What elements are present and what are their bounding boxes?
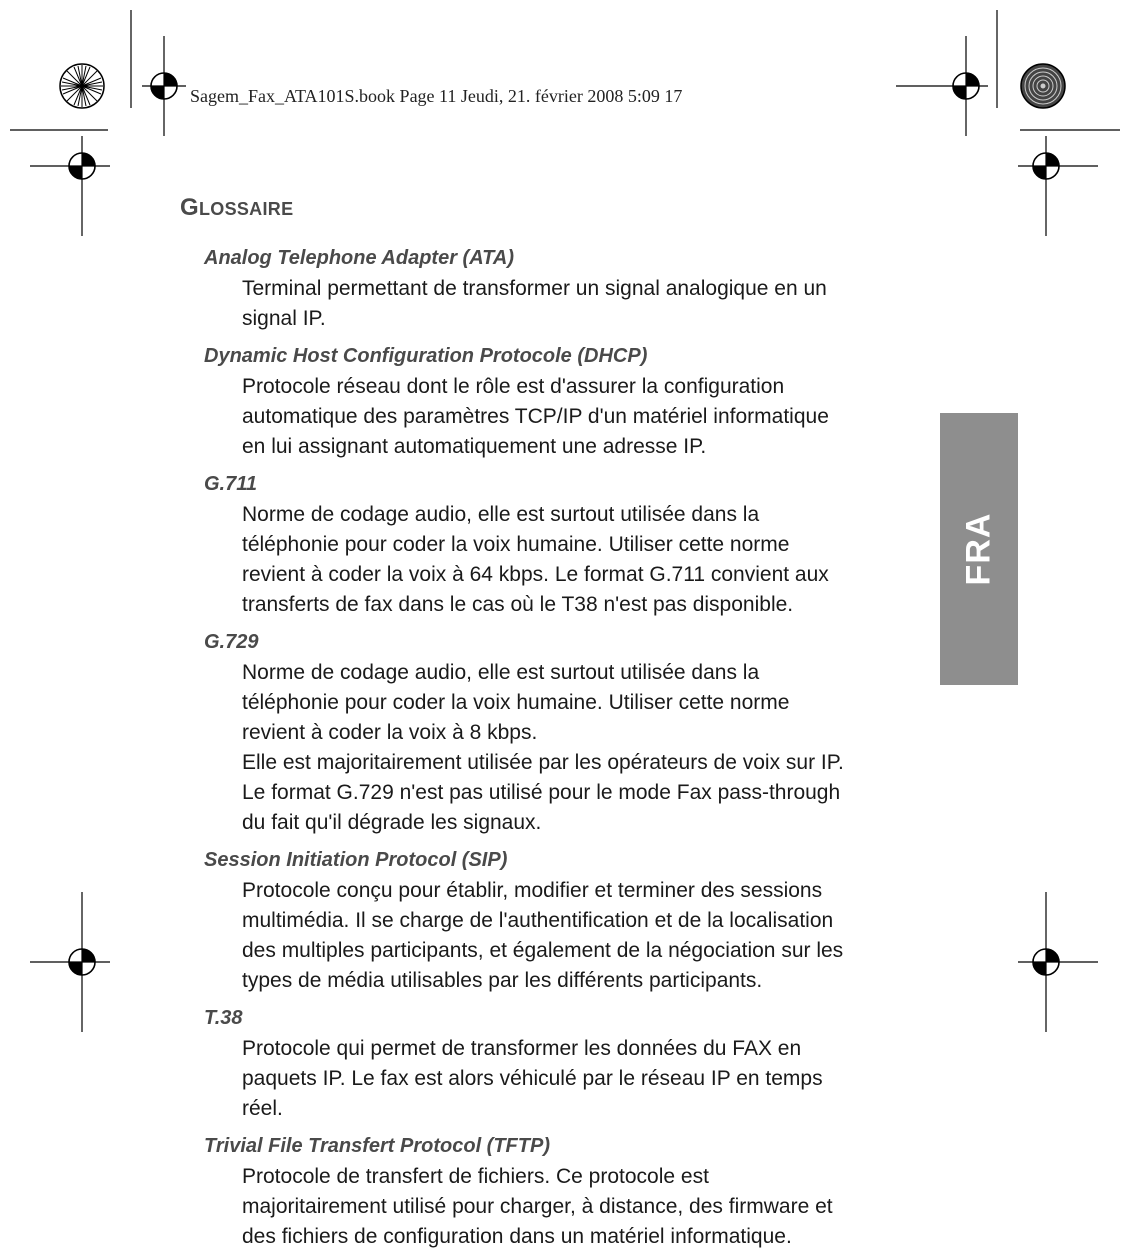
registration-mark-icon (142, 36, 186, 136)
glossary-term: G.711 (204, 473, 257, 495)
glossary-term: Dynamic Host Configuration Protocole (DHCP) (204, 345, 648, 367)
glossary-entry (204, 628, 944, 838)
definition-line: des multiples participants, et également de la négociation sur les (242, 939, 844, 962)
definition-line: téléphonie pour coder la voix humaine. Utiliser cette norme (242, 691, 790, 714)
definition-line: revient à coder la voix à 64 kbps. Le format G.711 convient aux (242, 563, 829, 586)
definition-line: revient à coder la voix à 8 kbps. (242, 721, 538, 744)
definition-line: Protocole réseau dont le rôle est d'assurer la configuration (242, 375, 785, 398)
definition-line: téléphonie pour coder la voix humaine. Utiliser cette norme (242, 533, 790, 556)
page-title (180, 194, 293, 222)
concentric-disc-icon (1021, 64, 1065, 108)
glossary-entry (204, 1004, 944, 1124)
registration-mark-icon (30, 136, 110, 236)
definition-line: Terminal permettant de transformer un signal analogique en un (242, 277, 827, 300)
glossary-definition (242, 1162, 944, 1252)
definition-line: Protocole conçu pour établir, modifier et terminer des sessions (242, 879, 823, 902)
definition-line: multimédia. Il se charge de l'authentification et de la localisation (242, 909, 834, 932)
registration-mark-icon (30, 892, 110, 1032)
glossary-entry (204, 244, 944, 334)
definition-line: paquets IP. Le fax est alors véhiculé par le réseau IP en temps (242, 1067, 823, 1090)
glossary-entry (204, 1132, 944, 1252)
definition-line: majoritairement utilisé pour charger, à distance, des firmware et (242, 1195, 833, 1218)
glossary-list (204, 244, 944, 1260)
definition-line: transferts de fax dans le cas où le T38 n'est pas disponible. (242, 593, 794, 616)
glossary-term: Session Initiation Protocol (SIP) (204, 849, 508, 871)
definition-line: types de média utilisables par les différents participants. (242, 969, 763, 992)
definition-line: réel. (242, 1097, 283, 1120)
glossary-term: G.729 (204, 631, 259, 653)
definition-line: Protocole de transfert de fichiers. Ce protocole est (242, 1165, 709, 1188)
glossary-term: Analog Telephone Adapter (ATA) (204, 247, 514, 269)
language-tab (940, 413, 1018, 685)
glossary-entry (204, 846, 944, 996)
registration-mark-icon (1018, 136, 1098, 236)
glossary-term: T.38 (204, 1007, 243, 1029)
glossary-term: Trivial File Transfert Protocol (TFTP) (204, 1135, 550, 1157)
definition-line: Norme de codage audio, elle est surtout utilisée dans la (242, 503, 760, 526)
glossary-definition (242, 1034, 944, 1124)
definition-line: du fait qu'il dégrade les signaux. (242, 811, 542, 834)
glossary-definition (242, 658, 944, 838)
definition-line: Le format G.729 n'est pas utilisé pour le mode Fax pass-through (242, 781, 841, 804)
glossary-entry (204, 342, 944, 462)
radial-disc-icon (60, 64, 104, 108)
glossary-entry (204, 470, 944, 620)
glossary-definition (242, 372, 944, 462)
definition-line: signal IP. (242, 307, 326, 330)
title-initial: G (180, 194, 199, 221)
glossary-definition (242, 274, 944, 334)
definition-line: des fichiers de configuration dans un matériel informatique. (242, 1225, 792, 1248)
glossary-definition (242, 500, 944, 620)
definition-line: Elle est majoritairement utilisée par les opérateurs de voix sur IP. (242, 751, 844, 774)
print-header: Sagem_Fax_ATA101S.book Page 11 Jeudi, 21. février 2008 5:09 17 (190, 86, 683, 106)
definition-line: Protocole qui permet de transformer les données du FAX en (242, 1037, 802, 1060)
registration-mark-icon (1018, 892, 1098, 1032)
definition-line: en lui assignant automatiquement une adresse IP. (242, 435, 707, 458)
title-rest: LOSSAIRE (198, 199, 294, 219)
glossary-definition (242, 876, 944, 996)
language-tab-label: FRA (959, 512, 998, 586)
definition-line: automatique des paramètres TCP/IP d'un matériel informatique (242, 405, 829, 428)
registration-mark-icon (896, 36, 988, 136)
definition-line: Norme de codage audio, elle est surtout utilisée dans la (242, 661, 760, 684)
